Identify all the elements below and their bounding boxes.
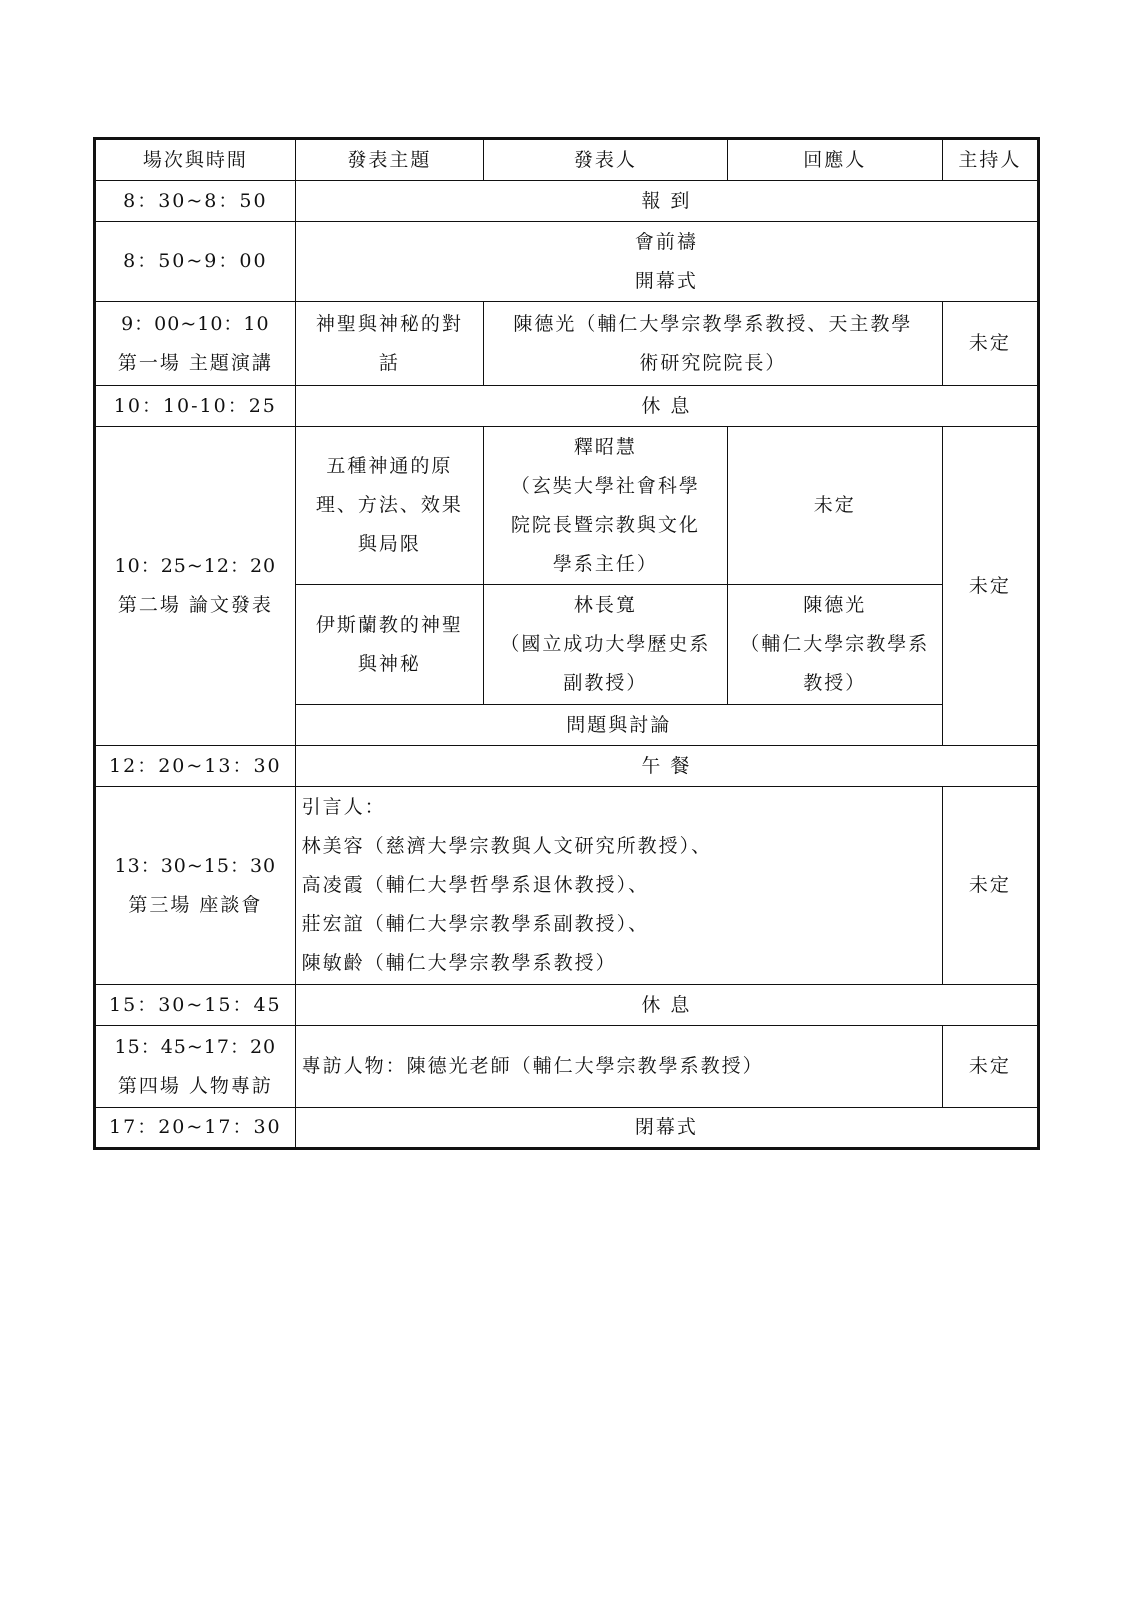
session3-speakers xyxy=(295,787,942,985)
session2-discussion: 問題與討論 xyxy=(295,705,942,746)
session3-title: 第三場 座談會 xyxy=(128,893,263,916)
session4-time-cell xyxy=(95,1026,296,1108)
schedule-table xyxy=(93,137,1040,1150)
session1-topic xyxy=(295,302,483,386)
break1-time: 10：10-10：25 xyxy=(95,386,296,427)
session1-title: 第一場 主題演講 xyxy=(117,351,273,374)
session1-presenter-line: 陳德光（輔仁大學宗教學系教授、天主教學 xyxy=(513,312,913,335)
session3-intro: 引言人： xyxy=(301,796,386,818)
session1-presenter-line: 術研究院院長） xyxy=(639,351,787,374)
header-topic: 發表主題 xyxy=(295,139,483,181)
session2-time: 10：25~12：20 xyxy=(114,555,277,577)
session4-row xyxy=(95,1026,1039,1108)
session3-speaker: 高凌霞（輔仁大學哲學系退休教授）、 xyxy=(301,874,650,896)
session3-speaker: 陳敏齡（輔仁大學宗教學系教授） xyxy=(301,952,617,974)
break2-row xyxy=(95,985,1039,1026)
checkin-row xyxy=(95,181,1039,222)
opening-prayer: 會前禱 xyxy=(634,230,698,253)
session2-title: 第二場 論文發表 xyxy=(117,594,273,616)
session4-interview: 專訪人物：陳德光老師（輔仁大學宗教學系教授） xyxy=(295,1026,942,1108)
header-time: 場次與時間 xyxy=(95,139,296,181)
paper1-presenter xyxy=(484,427,728,585)
paper2-presenter xyxy=(484,585,728,705)
opening-row xyxy=(95,222,1039,302)
paper1-presenter-line: （玄奘大學社會科學 xyxy=(510,474,700,497)
opening-time: 8：50~9：00 xyxy=(95,222,296,302)
paper1-respondent: 未定 xyxy=(727,427,942,585)
paper1-presenter-line: 院院長暨宗教與文化 xyxy=(510,513,700,536)
session4-title: 第四場 人物專訪 xyxy=(117,1074,273,1097)
checkin-time: 8：30~8：50 xyxy=(95,181,296,222)
header-host: 主持人 xyxy=(942,139,1038,181)
session3-speaker: 莊宏誼（輔仁大學宗教學系副教授）、 xyxy=(301,913,650,935)
session1-host: 未定 xyxy=(942,302,1038,386)
paper2-presenter-line: 林長寬 xyxy=(573,594,637,616)
paper1-presenter-line: 學系主任） xyxy=(552,552,658,575)
session3-row xyxy=(95,787,1039,985)
header-presenter: 發表人 xyxy=(484,139,728,181)
break2-label: 休 息 xyxy=(295,985,1038,1026)
session1-topic-line: 話 xyxy=(378,351,400,374)
opening-cell xyxy=(295,222,1038,302)
session1-time: 9：00~10：10 xyxy=(121,312,270,335)
break2-time: 15：30~15：45 xyxy=(95,985,296,1026)
paper2-respondent-line: （輔仁大學宗教學系 xyxy=(740,633,930,655)
session2-time-cell xyxy=(95,427,296,746)
opening-ceremony: 開幕式 xyxy=(634,269,698,292)
paper1-topic-line: 五種神通的原 xyxy=(326,455,453,477)
lunch-label: 午 餐 xyxy=(295,746,1038,787)
session2-host: 未定 xyxy=(942,427,1038,746)
break1-label: 休 息 xyxy=(295,386,1038,427)
paper2-presenter-line: （國立成功大學歷史系 xyxy=(500,633,711,655)
paper2-topic-line: 與神秘 xyxy=(357,652,421,675)
closing-label: 閉幕式 xyxy=(295,1108,1038,1149)
paper2-respondent xyxy=(727,585,942,705)
break1-row xyxy=(95,386,1039,427)
session1-time-cell xyxy=(95,302,296,386)
lunch-row xyxy=(95,746,1039,787)
header-respondent: 回應人 xyxy=(727,139,942,181)
paper2-respondent-line: 教授） xyxy=(803,672,867,694)
closing-time: 17：20~17：30 xyxy=(95,1108,296,1149)
paper1-topic-line: 與局限 xyxy=(357,533,421,555)
session4-time: 15：45~17：20 xyxy=(114,1035,277,1058)
session3-time: 13：30~15：30 xyxy=(114,854,277,877)
session3-speaker: 林美容（慈濟大學宗教與人文研究所教授）、 xyxy=(301,835,713,857)
header-row xyxy=(95,139,1039,181)
paper2-presenter-line: 副教授） xyxy=(563,672,648,694)
paper2-topic xyxy=(295,585,483,705)
session1-presenter xyxy=(484,302,943,386)
paper1-topic-line: 理、方法、效果 xyxy=(315,494,463,516)
session1-row xyxy=(95,302,1039,386)
paper1-presenter-line: 釋昭慧 xyxy=(573,435,637,458)
paper2-topic-line: 伊斯蘭教的神聖 xyxy=(315,613,463,636)
paper2-respondent-line: 陳德光 xyxy=(803,594,867,616)
paper1-topic xyxy=(295,427,483,585)
checkin-label: 報 到 xyxy=(295,181,1038,222)
session2-paper1-row xyxy=(95,427,1039,585)
session1-topic-line: 神聖與神秘的對 xyxy=(315,312,463,335)
session3-host: 未定 xyxy=(942,787,1038,985)
closing-row xyxy=(95,1108,1039,1149)
session4-host: 未定 xyxy=(942,1026,1038,1108)
session3-time-cell xyxy=(95,787,296,985)
lunch-time: 12：20~13：30 xyxy=(95,746,296,787)
